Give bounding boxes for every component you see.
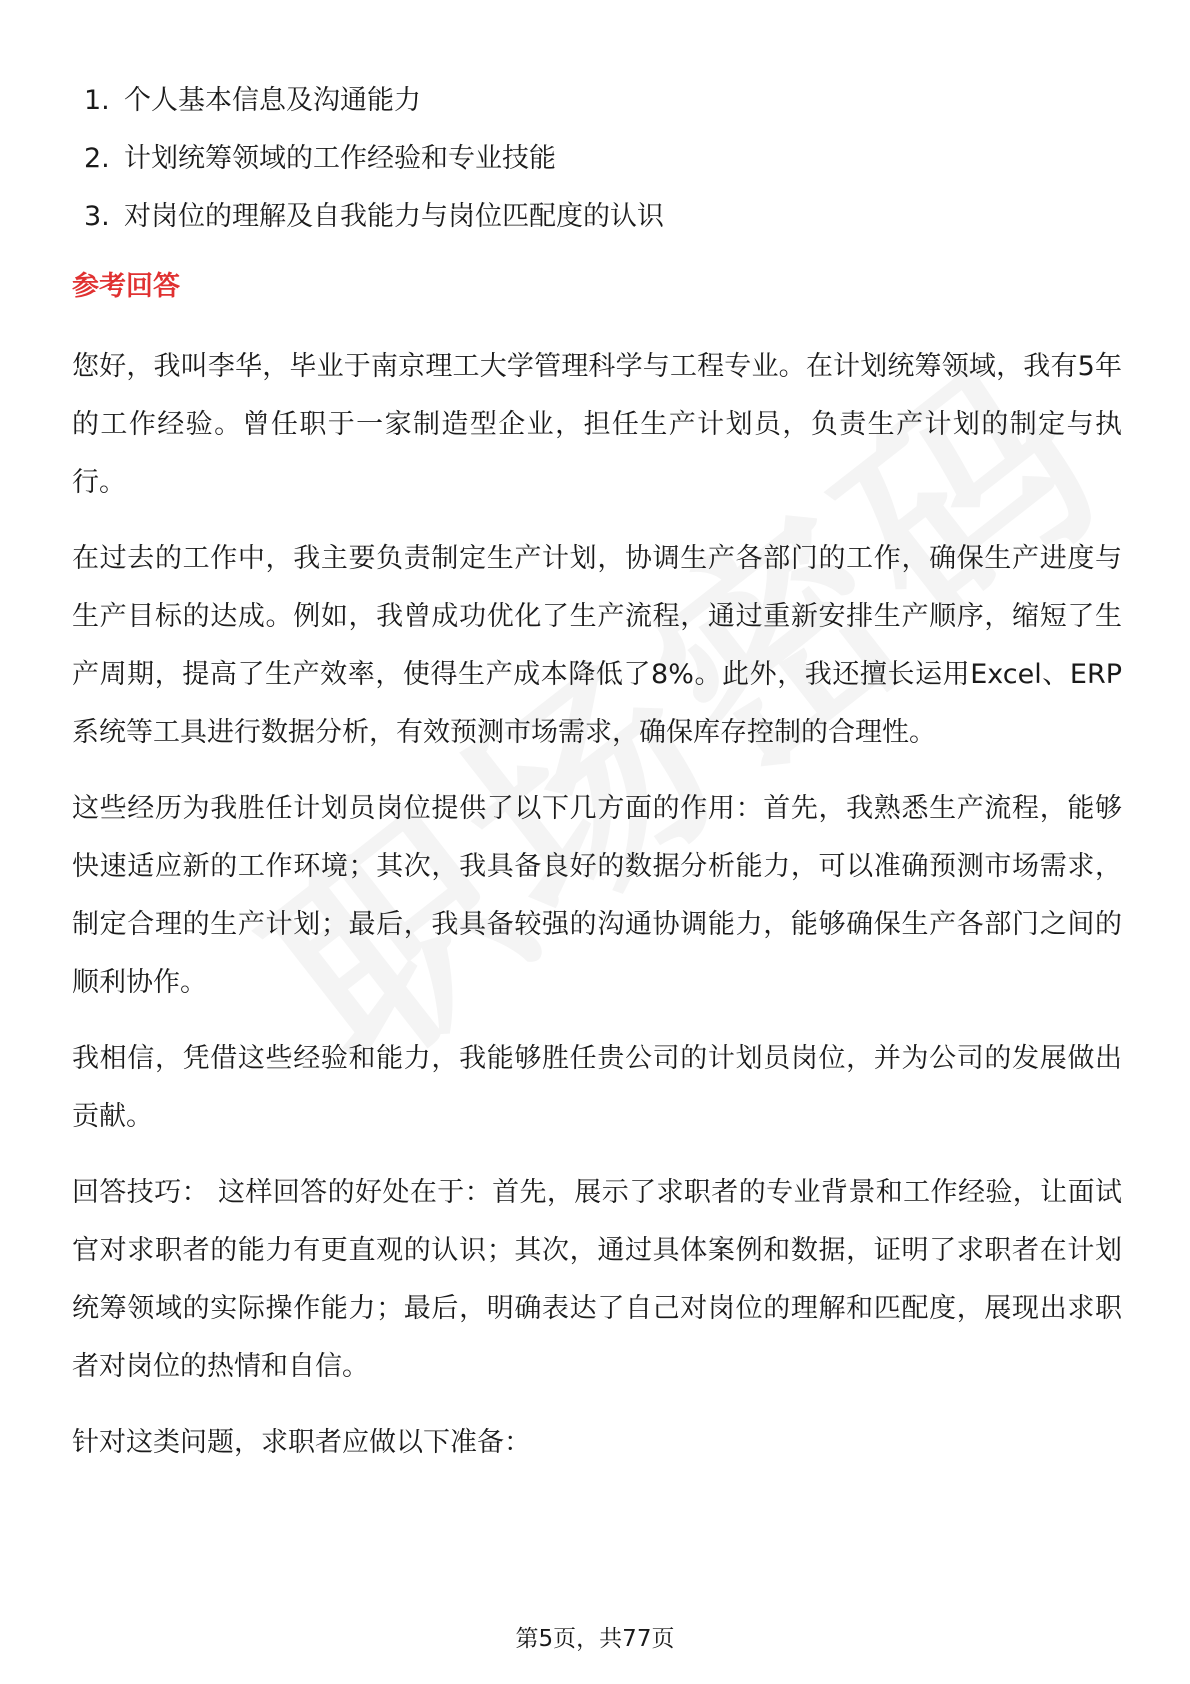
list-item <box>84 130 1122 188</box>
list-item <box>84 72 1122 130</box>
list-item-number: 3. <box>84 201 110 232</box>
paragraph-intro: 您好，我叫李华，毕业于南京理工大学管理科学与工程专业。在计划统筹领域，我有5年的工作经验。曾任职于一家制造型企业，担任生产计划员，负责生产计划的制定与执行。 <box>72 351 1122 498</box>
paragraph-conclusion: 我相信，凭借这些经验和能力，我能够胜任贵公司的计划员岗位，并为公司的发展做出贡献。 <box>72 1043 1122 1132</box>
paragraph-answer-tips: 回答技巧： 这样回答的好处在于：首先，展示了求职者的专业背景和工作经验，让面试官对求职者的能力有更直观的认识；其次，通过具体案例和数据，证明了求职者在计划统筹领域的实际操作能力；最后，明确表达了自己对岗位的理解和匹配度，展现出求职者对岗位的热情和自信。 <box>72 1177 1122 1382</box>
list-item <box>84 188 1122 246</box>
reference-answer-heading: 参考回答 <box>72 271 180 302</box>
list-item-number: 1. <box>84 85 110 116</box>
list-item-text: 个人基本信息及沟通能力 <box>124 85 421 116</box>
list-item-text: 对岗位的理解及自我能力与岗位匹配度的认识 <box>124 201 664 232</box>
paragraph-strengths: 这些经历为我胜任计划员岗位提供了以下几方面的作用：首先，我熟悉生产流程，能够快速适应新的工作环境；其次，我具备良好的数据分析能力，可以准确预测市场需求，制定合理的生产计划；最后，我具备较强的沟通协调能力，能够确保生产各部门之间的顺利协作。 <box>72 793 1122 998</box>
list-item-text: 计划统筹领域的工作经验和专业技能 <box>124 143 556 174</box>
page-content <box>72 72 1122 1472</box>
key-points-list <box>72 72 1122 246</box>
list-item-number: 2. <box>84 143 110 174</box>
page-number-footer: 第5页，共77页 <box>515 1626 675 1652</box>
paragraph-preparation: 针对这类问题，求职者应做以下准备： <box>72 1427 531 1458</box>
paragraph-experience: 在过去的工作中，我主要负责制定生产计划，协调生产各部门的工作，确保生产进度与生产目标的达成。例如，我曾成功优化了生产流程，通过重新安排生产顺序，缩短了生产周期，提高了生产效率，使得生产成本降低了8%。此外，我还擅长运用Excel、ERP系统等工具进行数据分析，有效预测市场需求，确保库存控制的合理性。 <box>72 543 1122 748</box>
